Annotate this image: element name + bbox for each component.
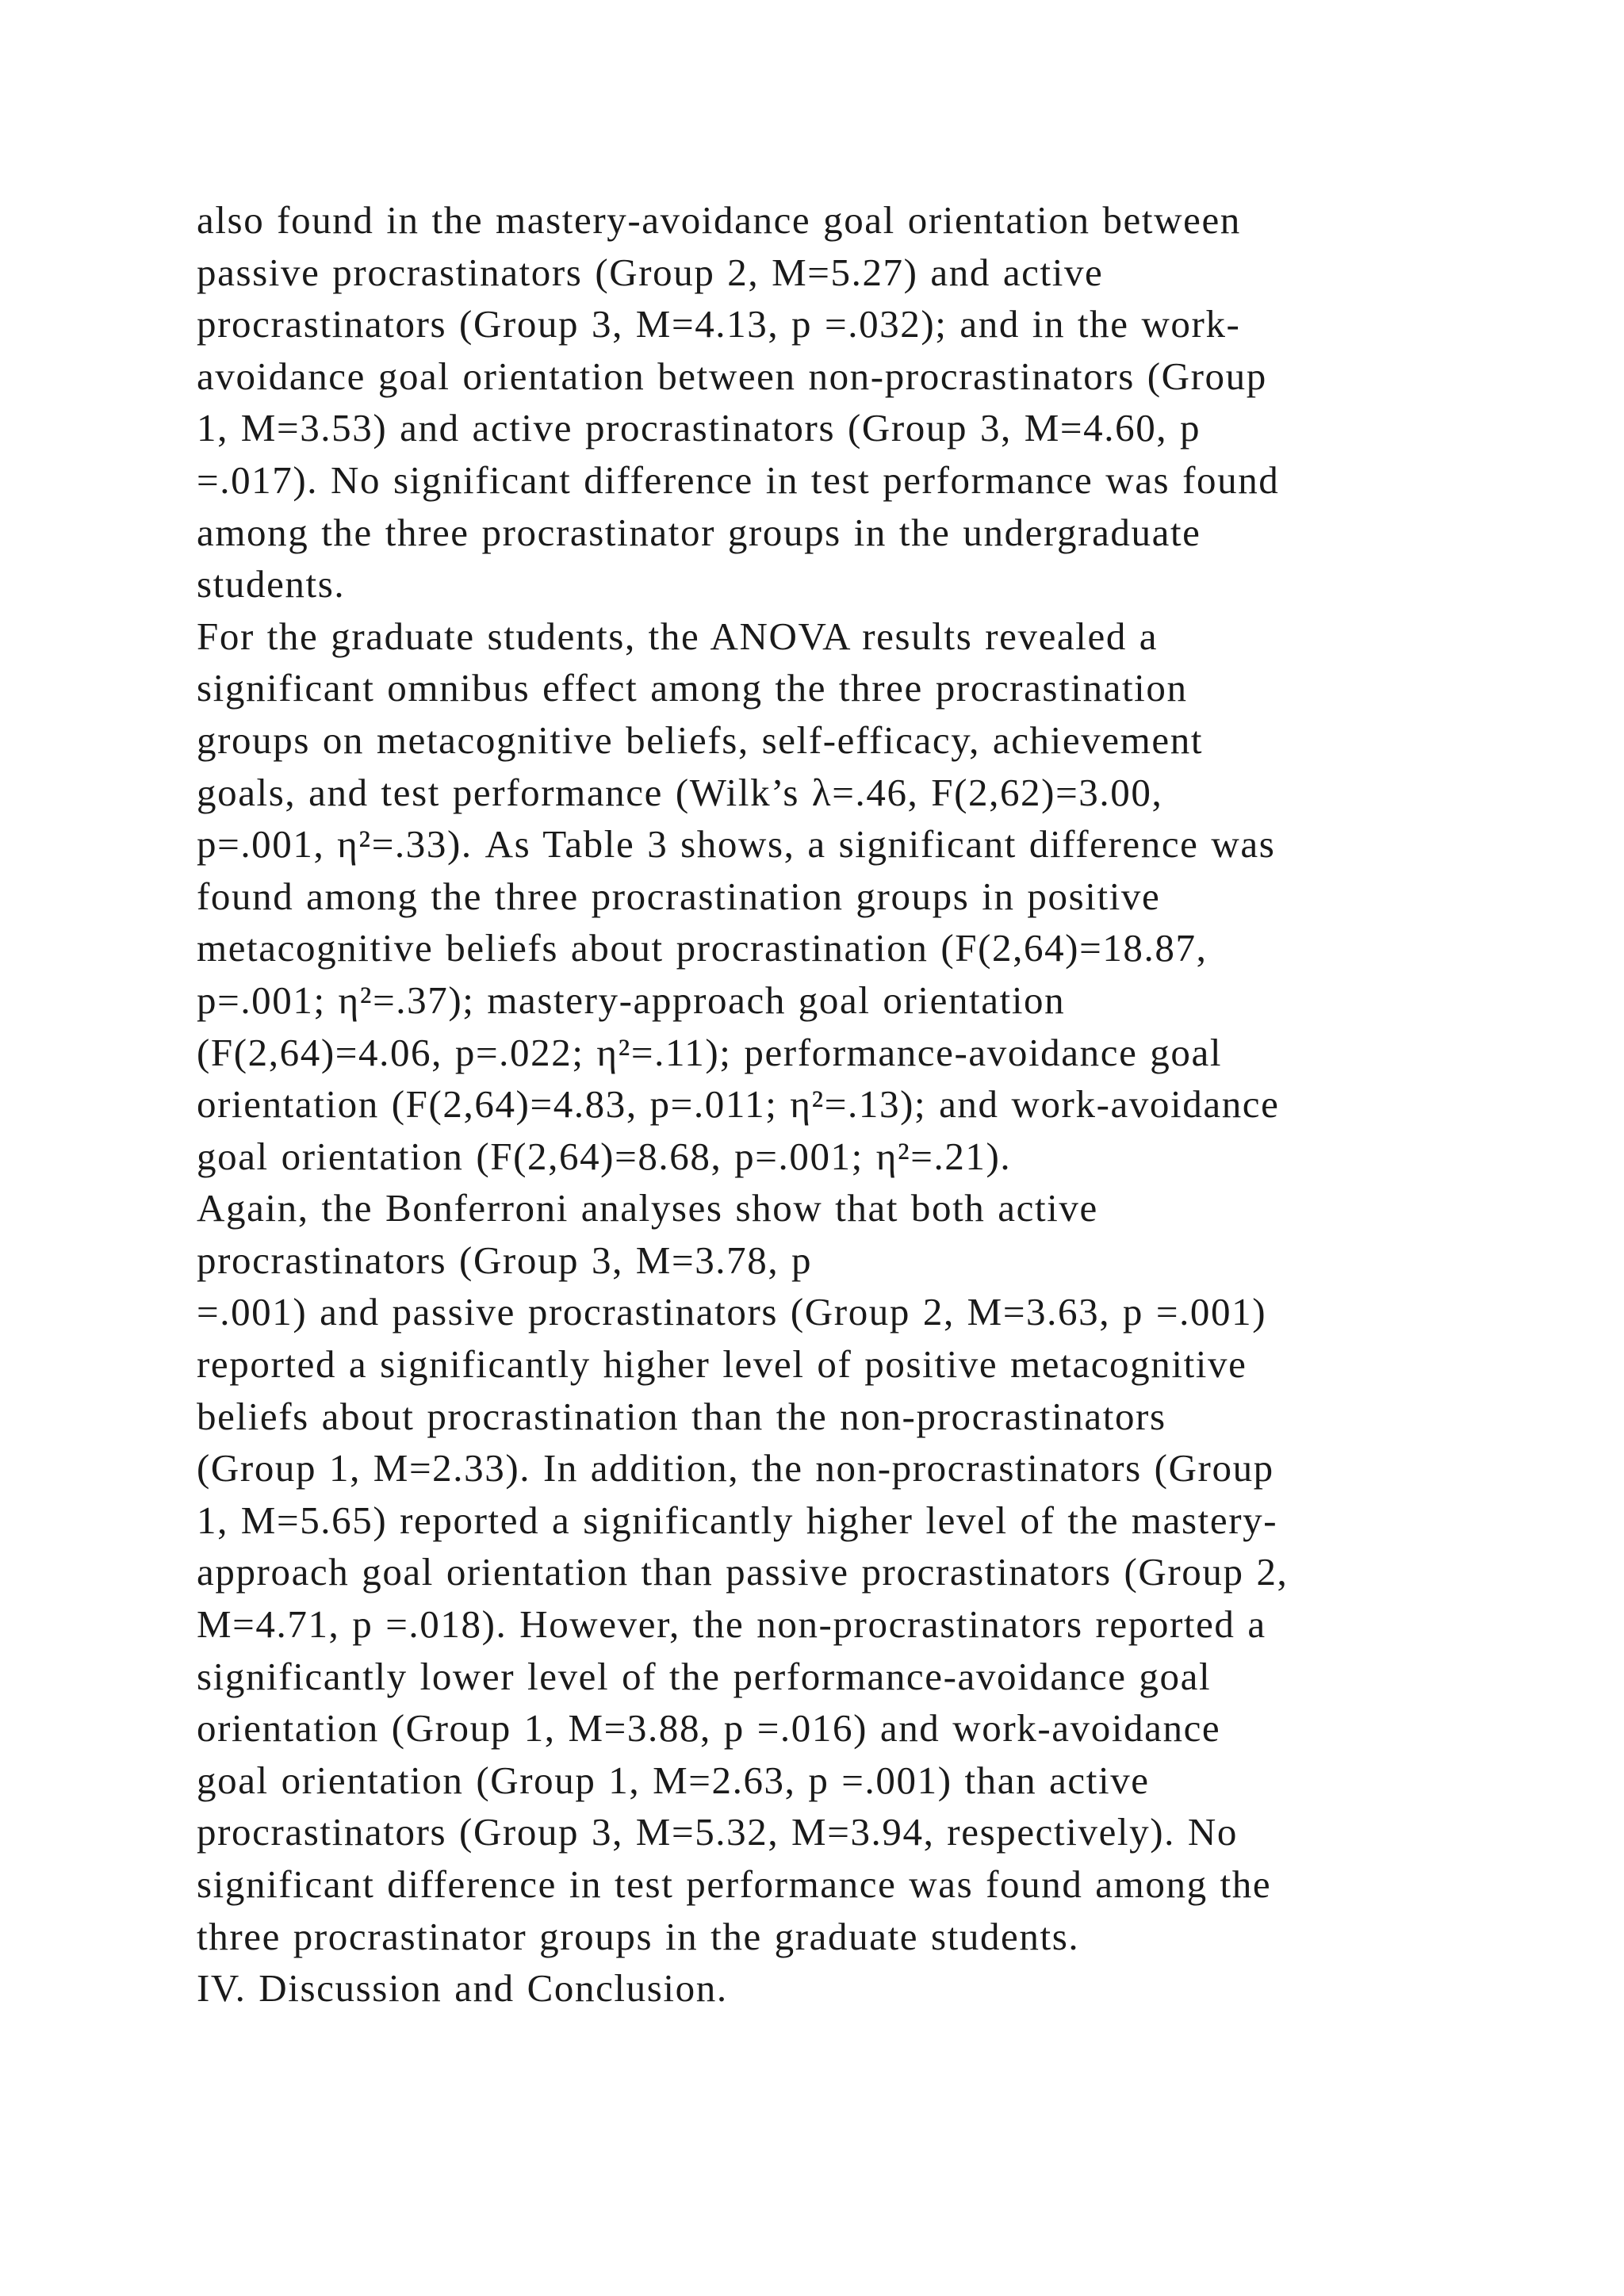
text-line: goal orientation (Group 1, M=2.63, p =.001) than active — [197, 1758, 1150, 1802]
text-line: found among the three procrastination groups in positive — [197, 874, 1161, 918]
text-line: (F(2,64)=4.06, p=.022; η²=.11); performance-avoidance goal — [197, 1030, 1223, 1074]
body-text — [197, 194, 1481, 2015]
text-line: (Group 1, M=2.33). In addition, the non-procrastinators (Group — [197, 1446, 1274, 1490]
text-line: orientation (Group 1, M=3.88, p =.016) and work-avoidance — [197, 1706, 1221, 1751]
text-line: procrastinators (Group 3, M=3.78, p — [197, 1238, 813, 1282]
text-line: avoidance goal orientation between non-procrastinators (Group — [197, 354, 1267, 398]
text-line: =.001) and passive procrastinators (Group 2, M=3.63, p =.001) — [197, 1290, 1267, 1334]
text-line: procrastinators (Group 3, M=5.32, M=3.94, respectively). No — [197, 1810, 1238, 1854]
text-line: reported a significantly higher level of positive metacognitive — [197, 1342, 1247, 1387]
text-line: =.017). No significant difference in test performance was found — [197, 457, 1280, 502]
text-line: significant difference in test performance was found among the — [197, 1862, 1272, 1906]
text-line: goals, and test performance (Wilk’s λ=.46, F(2,62)=3.00, — [197, 770, 1163, 814]
text-line: 1, M=5.65) reported a significantly higher level of the mastery- — [197, 1498, 1278, 1542]
text-line: goal orientation (F(2,64)=8.68, p=.001; η²=.21). — [197, 1134, 1012, 1178]
text-line: groups on metacognitive beliefs, self-efficacy, achievement — [197, 718, 1204, 762]
text-line: three procrastinator groups in the graduate students. — [197, 1914, 1080, 1958]
text-line: M=4.71, p =.018). However, the non-procrastinators reported a — [197, 1602, 1266, 1647]
section-heading: IV. Discussion and Conclusion. — [197, 1966, 728, 2011]
text-line: approach goal orientation than passive procrastinators (Group 2, — [197, 1550, 1289, 1594]
text-line: significantly lower level of the performance-avoidance goal — [197, 1654, 1212, 1698]
text-line: metacognitive beliefs about procrastination (F(2,64)=18.87, — [197, 926, 1208, 970]
text-line: students. — [197, 562, 346, 607]
text-line: 1, M=3.53) and active procrastinators (Group 3, M=4.60, p — [197, 406, 1201, 450]
text-line: passive procrastinators (Group 2, M=5.27) and active — [197, 250, 1104, 294]
text-line: beliefs about procrastination than the non-procrastinators — [197, 1394, 1166, 1438]
text-line: orientation (F(2,64)=4.83, p=.011; η²=.13); and work-avoidance — [197, 1082, 1280, 1127]
text-line: procrastinators (Group 3, M=4.13, p =.032); and in the work- — [197, 302, 1241, 346]
text-line: Again, the Bonferroni analyses show that both active — [197, 1186, 1098, 1230]
text-line: also found in the mastery-avoidance goal orientation between — [197, 198, 1241, 242]
text-line: among the three procrastinator groups in the undergraduate — [197, 510, 1201, 554]
text-line: For the graduate students, the ANOVA results revealed a — [197, 614, 1159, 658]
text-line: significant omnibus effect among the three procrastination — [197, 666, 1188, 710]
text-line: p=.001, η²=.33). As Table 3 shows, a significant difference was — [197, 822, 1276, 867]
text-line: p=.001; η²=.37); mastery-approach goal orientation — [197, 978, 1066, 1022]
